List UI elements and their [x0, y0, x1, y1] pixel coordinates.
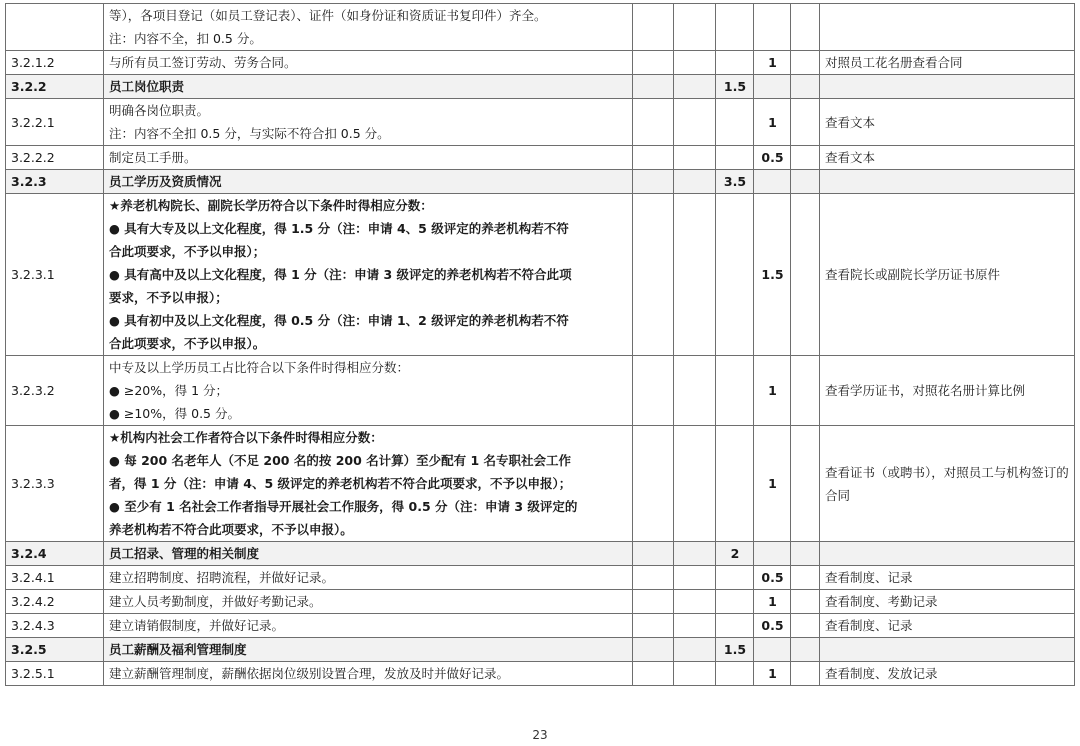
- empty-cell: [716, 614, 754, 638]
- empty-cell: [791, 51, 820, 75]
- empty-cell: [716, 146, 754, 170]
- empty-cell: [633, 4, 674, 51]
- item-score: 1: [754, 662, 791, 686]
- table-row: [6, 566, 1075, 590]
- empty-cell: [716, 590, 754, 614]
- empty-cell: [633, 99, 674, 146]
- empty-cell: [716, 566, 754, 590]
- section-id: 3.2.4: [6, 542, 104, 566]
- empty-cell: [674, 51, 716, 75]
- empty-cell: [633, 194, 674, 356]
- content-line: ● 具有大专及以上文化程度，得 1.5 分（注：申请 4、5 级评定的养老机构若不符: [109, 221, 569, 236]
- item-id: 3.2.4.1: [6, 566, 104, 590]
- empty-cell: [820, 542, 1075, 566]
- table-row: [6, 590, 1075, 614]
- empty-cell: [674, 75, 716, 99]
- item-score: 0.5: [754, 566, 791, 590]
- content-line: ● ≥20%，得 1 分；: [109, 383, 229, 398]
- section-row: [6, 170, 1075, 194]
- content-line: 建立薪酬管理制度，薪酬依据岗位级别设置合理，发放及时并做好记录。: [109, 666, 510, 681]
- content-line: ● 具有初中及以上文化程度，得 0.5 分（注：申请 1、2 级评定的养老机构若不符: [109, 313, 569, 328]
- content-line: 建立招聘制度、招聘流程，并做好记录。: [109, 570, 335, 585]
- content-line: 与所有员工签订劳动、劳务合同。: [109, 55, 297, 70]
- empty-cell: [633, 566, 674, 590]
- section-title: 员工薪酬及福利管理制度: [104, 638, 633, 662]
- empty-cell: [674, 566, 716, 590]
- empty-cell: [633, 426, 674, 542]
- content-line: 明确各岗位职责。: [109, 103, 210, 118]
- empty-cell: [754, 542, 791, 566]
- item-score: 0.5: [754, 146, 791, 170]
- empty-cell: [633, 51, 674, 75]
- content-line: 注：内容不全，扣 0.5 分。: [109, 31, 262, 46]
- section-id: 3.2.5: [6, 638, 104, 662]
- empty-cell: [791, 170, 820, 194]
- empty-cell: [674, 99, 716, 146]
- empty-cell: [674, 426, 716, 542]
- check-method: 查看学历证书，对照花名册计算比例: [820, 356, 1075, 426]
- empty-cell: [674, 662, 716, 686]
- item-id: 3.2.2.2: [6, 146, 104, 170]
- empty-cell: [820, 638, 1075, 662]
- item-content: [104, 51, 633, 75]
- empty-cell: [791, 566, 820, 590]
- content-line: 注：内容不全扣 0.5 分，与实际不符合扣 0.5 分。: [109, 126, 390, 141]
- check-method: 查看制度、记录: [820, 614, 1075, 638]
- section-title: 员工学历及资质情况: [104, 170, 633, 194]
- item-content: [104, 356, 633, 426]
- item-score: 1: [754, 426, 791, 542]
- item-score: 1.5: [754, 194, 791, 356]
- item-id: 3.2.4.2: [6, 590, 104, 614]
- check-method: 查看制度、考勤记录: [820, 590, 1075, 614]
- table-row: [6, 356, 1075, 426]
- empty-cell: [820, 75, 1075, 99]
- empty-cell: [674, 146, 716, 170]
- content-line: 建立人员考勤制度，并做好考勤记录。: [109, 594, 322, 609]
- check-method: 查看证书（或聘书），对照员工与机构签订的合同: [820, 426, 1075, 542]
- empty-cell: [633, 590, 674, 614]
- content-line: 建立请销假制度，并做好记录。: [109, 618, 285, 633]
- content-line: 中专及以上学历员工占比符合以下条件时得相应分数：: [109, 360, 410, 375]
- empty-cell: [716, 426, 754, 542]
- empty-cell: [820, 170, 1075, 194]
- table-row: [6, 614, 1075, 638]
- empty-cell: [674, 614, 716, 638]
- item-content: [104, 662, 633, 686]
- item-content: [104, 194, 633, 356]
- empty-cell: [791, 4, 820, 51]
- empty-cell: [754, 170, 791, 194]
- empty-cell: [791, 614, 820, 638]
- check-method: 查看文本: [820, 99, 1075, 146]
- empty-cell: [791, 99, 820, 146]
- empty-cell: [674, 170, 716, 194]
- item-id: 3.2.1.2: [6, 51, 104, 75]
- empty-cell: [791, 146, 820, 170]
- empty-cell: [633, 356, 674, 426]
- content-line: ● 每 200 名老年人（不足 200 名的按 200 名计算）至少配有 1 名专职社会工作: [109, 453, 572, 468]
- continued-row: [6, 4, 1075, 51]
- item-id: 3.2.4.3: [6, 614, 104, 638]
- item-content: [104, 614, 633, 638]
- check-method: 查看制度、记录: [820, 566, 1075, 590]
- empty-cell: [754, 75, 791, 99]
- section-total-score: 2: [716, 542, 754, 566]
- content-line: ● 至少有 1 名社会工作者指导开展社会工作服务，得 0.5 分（注：申请 3 级评定的: [109, 499, 578, 514]
- section-total-score: 3.5: [716, 170, 754, 194]
- empty-cell: [791, 638, 820, 662]
- empty-cell: [633, 614, 674, 638]
- empty-cell: [633, 170, 674, 194]
- empty-cell: [754, 4, 791, 51]
- table-row: [6, 51, 1075, 75]
- page-number: 23: [532, 728, 548, 742]
- empty-cell: [820, 4, 1075, 51]
- item-score: 0.5: [754, 614, 791, 638]
- section-total-score: 1.5: [716, 638, 754, 662]
- section-id: 3.2.2: [6, 75, 104, 99]
- content-line: 者，得 1 分（注：申请 4、5 级评定的养老机构若不符合此项要求，不予以申报）；: [109, 476, 572, 491]
- item-content: [104, 99, 633, 146]
- empty-cell: [791, 426, 820, 542]
- empty-cell: [716, 99, 754, 146]
- content-line: 合此项要求，不予以申报）。: [109, 336, 266, 351]
- section-row: [6, 75, 1075, 99]
- section-row: [6, 638, 1075, 662]
- empty-cell: [633, 542, 674, 566]
- empty-cell: [791, 662, 820, 686]
- content-line: 养老机构若不符合此项要求，不予以申报）。: [109, 522, 353, 537]
- item-score: 1: [754, 99, 791, 146]
- empty-cell: [633, 638, 674, 662]
- table-row: [6, 426, 1075, 542]
- empty-cell: [716, 356, 754, 426]
- empty-cell: [791, 194, 820, 356]
- check-method: 查看制度、发放记录: [820, 662, 1075, 686]
- section-title: 员工招录、管理的相关制度: [104, 542, 633, 566]
- empty-cell: [674, 194, 716, 356]
- empty-cell: [674, 4, 716, 51]
- check-method: 查看院长或副院长学历证书原件: [820, 194, 1075, 356]
- empty-cell: [716, 4, 754, 51]
- check-method: 查看文本: [820, 146, 1075, 170]
- section-row: [6, 542, 1075, 566]
- item-content: [104, 146, 633, 170]
- content-line: 要求，不予以申报）；: [109, 290, 228, 305]
- table-row: [6, 662, 1075, 686]
- empty-cell: [674, 542, 716, 566]
- item-id: 3.2.2.1: [6, 99, 104, 146]
- item-id: [6, 4, 104, 51]
- empty-cell: [791, 590, 820, 614]
- empty-cell: [791, 542, 820, 566]
- item-id: 3.2.5.1: [6, 662, 104, 686]
- empty-cell: [674, 590, 716, 614]
- empty-cell: [716, 51, 754, 75]
- empty-cell: [674, 638, 716, 662]
- empty-cell: [633, 146, 674, 170]
- empty-cell: [674, 356, 716, 426]
- empty-cell: [633, 662, 674, 686]
- empty-cell: [633, 75, 674, 99]
- content-line: 制定员工手册。: [109, 150, 197, 165]
- item-id: 3.2.3.1: [6, 194, 104, 356]
- table-row: [6, 146, 1075, 170]
- item-id: 3.2.3.2: [6, 356, 104, 426]
- content-line: 等），各项目登记（如员工登记表）、证件（如身份证和资质证书复印件）齐全。: [109, 8, 547, 23]
- item-content: [104, 566, 633, 590]
- section-id: 3.2.3: [6, 170, 104, 194]
- empty-cell: [791, 75, 820, 99]
- item-score: 1: [754, 356, 791, 426]
- content-line: ● 具有高中及以上文化程度，得 1 分（注：申请 3 级评定的养老机构若不符合此项: [109, 267, 572, 282]
- section-title: 员工岗位职责: [104, 75, 633, 99]
- empty-cell: [716, 194, 754, 356]
- scoring-table: [5, 3, 1075, 686]
- table-row: [6, 99, 1075, 146]
- item-score: 1: [754, 51, 791, 75]
- check-method: 对照员工花名册查看合同: [820, 51, 1075, 75]
- content-line: 合此项要求，不予以申报）；: [109, 244, 266, 259]
- content-line: ★养老机构院长、副院长学历符合以下条件时得相应分数：: [109, 198, 433, 213]
- item-id: 3.2.3.3: [6, 426, 104, 542]
- empty-cell: [754, 638, 791, 662]
- empty-cell: [791, 356, 820, 426]
- table-row: [6, 194, 1075, 356]
- item-score: 1: [754, 590, 791, 614]
- item-content: [104, 426, 633, 542]
- item-content: [104, 4, 633, 51]
- section-total-score: 1.5: [716, 75, 754, 99]
- empty-cell: [716, 662, 754, 686]
- item-content: [104, 590, 633, 614]
- content-line: ★机构内社会工作者符合以下条件时得相应分数：: [109, 430, 383, 445]
- content-line: ● ≥10%，得 0.5 分。: [109, 406, 240, 421]
